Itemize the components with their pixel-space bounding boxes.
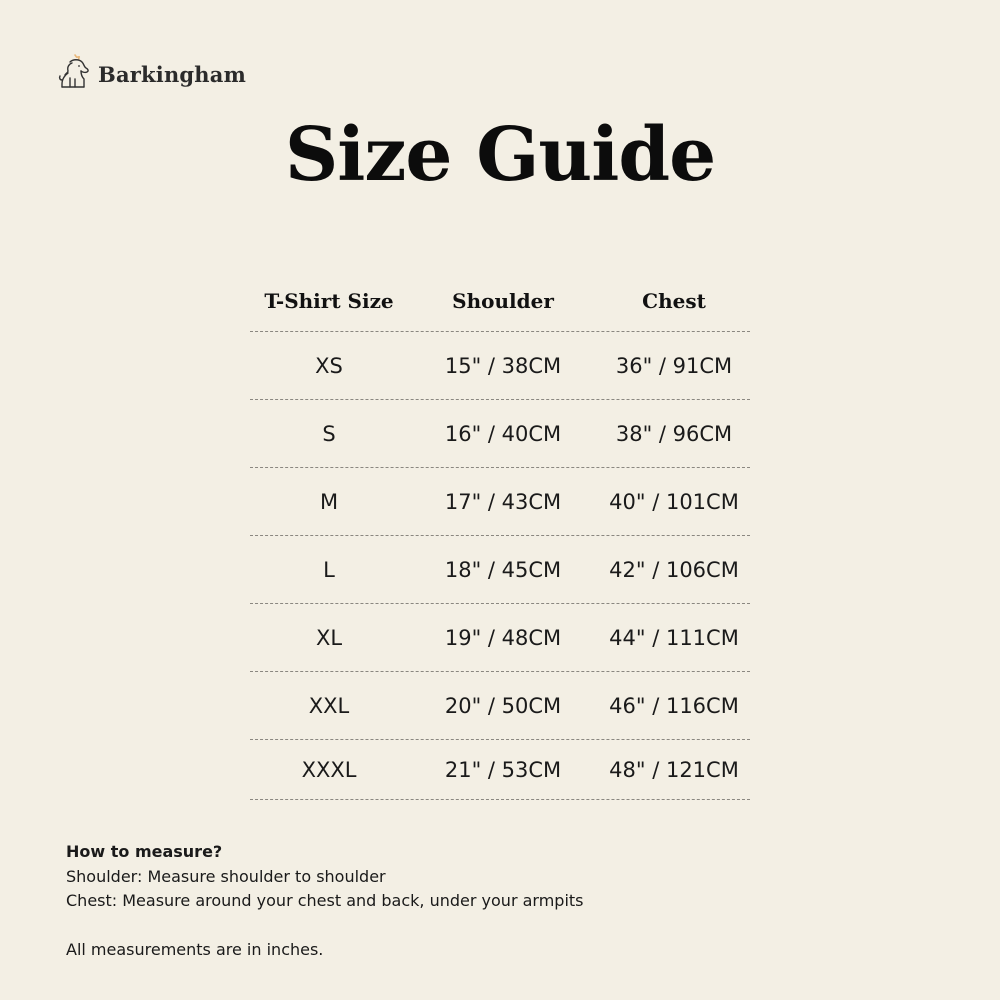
header-chest: Chest [642,288,706,313]
shoulder-cell: 15" / 38CM [444,353,562,378]
table-row [250,400,750,468]
shoulder-cell: 19" / 48CM [444,625,562,650]
shoulder-cell: 17" / 43CM [444,489,562,514]
shoulder-cell: 20" / 50CM [444,693,562,718]
size-cell: XXXL [301,757,357,782]
table-row [250,536,750,604]
page-title: Size Guide [284,112,716,198]
table-header-row [250,270,750,332]
chest-cell: 42" / 106CM [609,557,739,582]
size-cell: XL [315,625,343,650]
table-row [250,468,750,536]
table-row [250,672,750,740]
chest-cell: 44" / 111CM [609,625,739,650]
table-row [250,332,750,400]
size-cell: XS [315,353,343,378]
table-row [250,604,750,672]
header-size: T-Shirt Size [264,288,394,313]
size-cell: L [323,557,335,582]
size-cell: S [322,421,336,446]
shoulder-cell: 21" / 53CM [444,757,562,782]
size-cell: M [319,489,339,514]
header-shoulder: Shoulder [452,288,554,313]
notes-units: All measurements are in inches. [66,939,324,959]
chest-cell: 38" / 96CM [615,421,733,446]
shoulder-cell: 18" / 45CM [444,557,562,582]
brand-logo [58,52,246,92]
size-table [250,270,750,800]
dog-icon [58,52,92,92]
chest-cell: 40" / 101CM [609,489,739,514]
notes-heading: How to measure? [66,842,223,861]
notes-shoulder: Shoulder: Measure shoulder to shoulder [66,866,386,886]
size-cell: XXL [308,693,350,718]
notes-chest: Chest: Measure around your chest and back, under your armpits [66,891,584,910]
chest-cell: 46" / 116CM [609,693,739,718]
chest-cell: 48" / 121CM [609,757,739,782]
brand-name: Barkingham [98,61,246,87]
shoulder-cell: 16" / 40CM [444,421,562,446]
notes-spacer [66,914,584,938]
table-row [250,740,750,800]
chest-cell: 36" / 91CM [615,353,733,378]
measure-notes [66,840,584,962]
